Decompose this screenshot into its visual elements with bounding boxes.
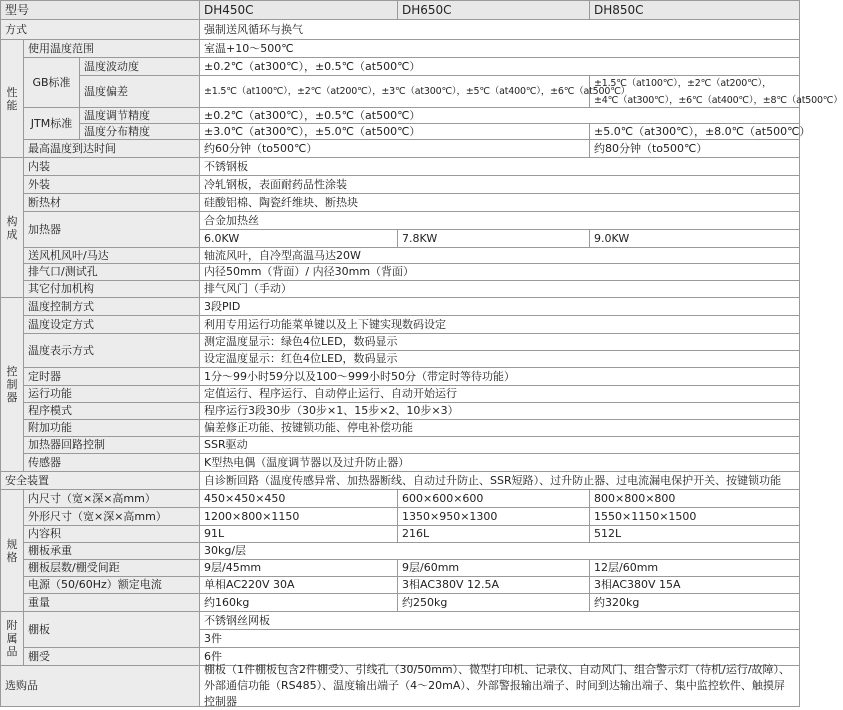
row-label: JTM标准 — [30, 116, 73, 130]
heater-circuit-label — [24, 437, 200, 454]
options-label — [0, 666, 200, 707]
heater-value — [200, 212, 800, 230]
other-mechanism-label — [24, 281, 200, 298]
vent-value — [200, 264, 800, 281]
temp-display-measured — [200, 334, 800, 351]
volume-label — [24, 526, 200, 543]
model-label: 型号 — [5, 3, 30, 17]
shelf-support-label — [24, 648, 200, 666]
row-value: 偏差修正功能、按键锁功能、停电补偿功能 — [204, 421, 413, 434]
inner-label — [24, 158, 200, 176]
heater-power-650 — [398, 230, 590, 248]
temp-set-value — [200, 316, 800, 334]
fan-value — [200, 248, 800, 264]
options-value — [200, 663, 800, 708]
row-label: 温度控制方式 — [28, 299, 94, 313]
insulation-label — [24, 194, 200, 212]
heater-label — [24, 212, 200, 248]
model-name: DH450C — [204, 3, 254, 17]
row-value: ±5.0℃（at300℃），±8.0℃（at500℃） — [594, 124, 811, 138]
outer-label — [24, 176, 200, 194]
row-label: 棚板层数/棚受间距 — [28, 561, 120, 574]
jtm-standard-label — [24, 108, 80, 140]
row-label: 安全装置 — [5, 473, 49, 487]
safety-value — [200, 472, 800, 490]
volume-850 — [590, 526, 800, 543]
regulation-value — [200, 108, 800, 124]
row-label: 其它付加机构 — [28, 282, 94, 295]
section-label: 附属品 — [6, 619, 18, 658]
section-label: 构成 — [6, 214, 18, 241]
row-value: 强制送风循环与换气 — [204, 22, 303, 36]
shelf-accessory-label — [24, 612, 200, 648]
heater-circuit-value — [200, 437, 800, 454]
distribution-label — [80, 124, 200, 140]
weight-450 — [200, 594, 398, 612]
volume-650 — [398, 526, 590, 543]
model-name: DH850C — [594, 3, 644, 17]
section-label: 控制器 — [6, 365, 18, 404]
sensor-label — [24, 454, 200, 472]
safety-label — [0, 472, 200, 490]
row-value: 自诊断回路（温度传感异常、加热器断线、自动过升防止、SSR短路）、过升防止器、过电流漏电保护开关、按键锁功能 — [204, 473, 782, 487]
row-label: 温度分布精度 — [84, 124, 150, 138]
fluctuation-value — [200, 58, 800, 76]
row-value: 1350×950×1300 — [402, 509, 498, 523]
row-label: 定时器 — [28, 369, 61, 383]
temp-display-set — [200, 351, 800, 368]
shelf-load-label — [24, 543, 200, 560]
reach-time-value-850 — [590, 140, 800, 158]
section-construction — [0, 158, 24, 298]
row-value: 450×450×450 — [204, 491, 286, 505]
row-value: 7.8KW — [402, 231, 438, 245]
row-value: 设定温度显示：红色4位LED，数码显示 — [204, 352, 398, 365]
volume-450 — [200, 526, 398, 543]
outer-dim-850 — [590, 508, 800, 526]
row-value: 排气风门（手动） — [204, 282, 292, 295]
row-value: K型热电偶（温度调节器以及过升防止器） — [204, 455, 410, 469]
row-label: 内装 — [28, 159, 50, 173]
row-value: 9层/60mm — [402, 561, 460, 574]
row-value: 12层/60mm — [594, 561, 659, 574]
row-label: 外形尺寸（宽×深×高mm） — [28, 509, 167, 523]
temp-display-label — [24, 334, 200, 368]
shelf-accessory-type — [200, 612, 800, 630]
outer-dim-label — [24, 508, 200, 526]
inner-dim-650 — [398, 490, 590, 508]
control-method-label — [24, 298, 200, 316]
deviation-value-450-650 — [200, 76, 630, 108]
row-value: 约80分钟（to500℃） — [594, 141, 708, 155]
row-value: 利用专用运行功能菜单键以及上下键实现数码设定 — [204, 317, 446, 331]
row-label: 电源（50/60Hz）额定电流 — [28, 578, 162, 591]
row-value: 合金加热丝 — [204, 213, 259, 227]
row-value: 冷轧钢板，表面耐药品性涂装 — [204, 177, 347, 191]
inner-dim-label — [24, 490, 200, 508]
row-value: ±1.5℃（at100℃），±2℃（at200℃），±3℃（at300℃），±5℃（at400℃），±6℃（at500℃） — [204, 85, 630, 97]
run-function-value — [200, 386, 800, 403]
row-value: 6.0KW — [204, 231, 240, 245]
model-name: DH650C — [402, 3, 452, 17]
row-label: 运行功能 — [28, 387, 72, 400]
row-value: 程序运行3段30步（30步×1、15步×2、10步×3） — [204, 404, 459, 417]
temp-set-label — [24, 316, 200, 334]
row-value: 216L — [402, 527, 430, 540]
row-value: 定值运行、程序运行、自动停止运行、自动开始运行 — [204, 387, 457, 400]
row-value: 30kg/层 — [204, 544, 247, 557]
shelf-load-value — [200, 543, 800, 560]
row-value: 约320kg — [594, 595, 640, 609]
vent-label — [24, 264, 200, 281]
row-value: 3件 — [204, 631, 222, 645]
inner-value — [200, 158, 800, 176]
row-value: 单相AC220V 30A — [204, 578, 295, 591]
inner-dim-850 — [590, 490, 800, 508]
timer-value — [200, 368, 800, 386]
timer-label — [24, 368, 200, 386]
row-label: 程序模式 — [28, 404, 72, 417]
distribution-value-450-650 — [200, 124, 590, 140]
row-value: 3相AC380V 12.5A — [402, 578, 500, 591]
model-dh850c — [590, 0, 800, 20]
row-label: 方式 — [5, 22, 27, 36]
row-value: 512L — [594, 527, 622, 540]
row-value: ±4℃（at300℃），±6℃（at400℃），±8℃（at500℃） — [594, 94, 843, 106]
row-label: 棚受 — [28, 649, 50, 663]
row-label: 选购品 — [5, 679, 38, 692]
row-value: 约160kg — [204, 595, 250, 609]
extra-function-value — [200, 420, 800, 437]
model-dh450c — [200, 0, 398, 20]
row-label: 断热材 — [28, 195, 61, 209]
row-value: 600×600×600 — [402, 491, 484, 505]
method-value — [200, 20, 800, 40]
row-label: 棚板承重 — [28, 544, 72, 557]
row-value: 1分～99小时59分以及100～999小时50分（带定时等待功能） — [204, 369, 515, 383]
section-controller — [0, 298, 24, 472]
model-header — [0, 0, 200, 20]
deviation-label — [80, 76, 200, 108]
outer-dim-450 — [200, 508, 398, 526]
row-label: 送风机风叶/马达 — [28, 248, 109, 262]
section-accessories — [0, 612, 24, 666]
other-mechanism-value — [200, 281, 800, 298]
section-specifications — [0, 490, 24, 612]
run-function-label — [24, 386, 200, 403]
program-mode-label — [24, 403, 200, 420]
row-label: 内容积 — [28, 527, 61, 540]
power-label — [24, 577, 200, 594]
row-value: ±0.2℃（at300℃），±0.5℃（at500℃） — [204, 108, 421, 122]
shelves-label — [24, 560, 200, 577]
distribution-value-850 — [590, 124, 811, 140]
row-value: 棚板（1件棚板包含2件棚受）、引线孔（30/50mm）、微型打印机、记录仪、自动风门、组合警示灯（待机/运行/故障）、外部通信功能（RS485）、温度输出端子（4～20mA）、外部警报输出端子、时间到达输出端子、集中监控软件、触摸屏控制器 — [204, 663, 791, 708]
reach-time-label — [24, 140, 200, 158]
row-value: 不锈钢板 — [204, 159, 248, 173]
shelves-450 — [200, 560, 398, 577]
row-label: GB标准 — [32, 75, 71, 89]
heater-power-450 — [200, 230, 398, 248]
extra-function-label — [24, 420, 200, 437]
gb-standard-label — [24, 58, 80, 108]
program-mode-value — [200, 403, 800, 420]
row-label: 棚板 — [28, 622, 50, 636]
row-value: ±3.0℃（at300℃），±5.0℃（at500℃） — [204, 124, 421, 138]
row-value: SSR驱动 — [204, 438, 248, 451]
row-label: 传感器 — [28, 455, 61, 469]
shelf-accessory-count — [200, 630, 800, 648]
row-label: 温度表示方式 — [28, 343, 94, 357]
row-value: 9层/45mm — [204, 561, 262, 574]
fan-label — [24, 248, 200, 264]
weight-850 — [590, 594, 800, 612]
shelves-850 — [590, 560, 800, 577]
model-dh650c — [398, 0, 590, 20]
outer-value — [200, 176, 800, 194]
row-label: 温度偏差 — [84, 84, 128, 98]
sensor-value — [200, 454, 800, 472]
row-label: 温度波动度 — [84, 59, 139, 73]
row-label: 最高温度到达时间 — [28, 141, 116, 155]
row-value: 91L — [204, 527, 225, 540]
row-label: 附加功能 — [28, 421, 72, 434]
regulation-label — [80, 108, 200, 124]
row-label: 内尺寸（宽×深×高mm） — [28, 491, 156, 505]
row-value: 6件 — [204, 649, 222, 663]
row-label: 外装 — [28, 177, 50, 191]
outer-dim-650 — [398, 508, 590, 526]
row-value: 室温+10～500℃ — [204, 41, 294, 55]
row-value: 3相AC380V 15A — [594, 578, 681, 591]
row-value: 内径50mm（背面）/ 内径30mm（背面） — [204, 265, 415, 278]
row-label: 加热器 — [28, 222, 61, 236]
method-label — [0, 20, 200, 40]
control-method-value — [200, 298, 800, 316]
inner-dim-450 — [200, 490, 398, 508]
section-label: 性能 — [6, 85, 18, 112]
weight-label — [24, 594, 200, 612]
shelves-650 — [398, 560, 590, 577]
heater-power-850 — [590, 230, 800, 248]
fluctuation-label — [80, 58, 200, 76]
row-value: 9.0KW — [594, 231, 630, 245]
weight-650 — [398, 594, 590, 612]
section-label: 规格 — [6, 537, 18, 564]
row-value: ±1.5℃（at100℃），±2℃（at200℃）， — [594, 77, 772, 89]
power-450 — [200, 577, 398, 594]
row-value: 1200×800×1150 — [204, 509, 300, 523]
row-value: 约60分钟（to500℃） — [204, 141, 318, 155]
row-label: 使用温度范围 — [28, 41, 94, 55]
row-label: 加热器回路控制 — [28, 438, 105, 451]
section-performance — [0, 40, 24, 158]
row-label: 温度调节精度 — [84, 108, 150, 122]
temp-range-label — [24, 40, 200, 58]
power-650 — [398, 577, 590, 594]
row-label: 温度设定方式 — [28, 317, 94, 331]
row-value: 800×800×800 — [594, 491, 676, 505]
row-value: 不锈钢丝网板 — [204, 613, 270, 627]
row-label: 重量 — [28, 595, 50, 609]
reach-time-value-450-650 — [200, 140, 590, 158]
power-850 — [590, 577, 800, 594]
insulation-value — [200, 194, 800, 212]
deviation-value-850 — [590, 76, 843, 108]
row-value: 测定温度显示：绿色4位LED，数码显示 — [204, 335, 398, 348]
row-value: 轴流风叶，自冷型高温马达20W — [204, 248, 361, 262]
temp-range-value — [200, 40, 800, 58]
row-value: 约250kg — [402, 595, 448, 609]
row-label: 排气口/测试孔 — [28, 265, 98, 278]
row-value: ±0.2℃（at300℃），±0.5℃（at500℃） — [204, 59, 421, 73]
row-value: 1550×1150×1500 — [594, 509, 697, 523]
row-value: 硅酸铝棉、陶瓷纤维块、断热块 — [204, 195, 358, 209]
row-value: 3段PID — [204, 299, 241, 313]
